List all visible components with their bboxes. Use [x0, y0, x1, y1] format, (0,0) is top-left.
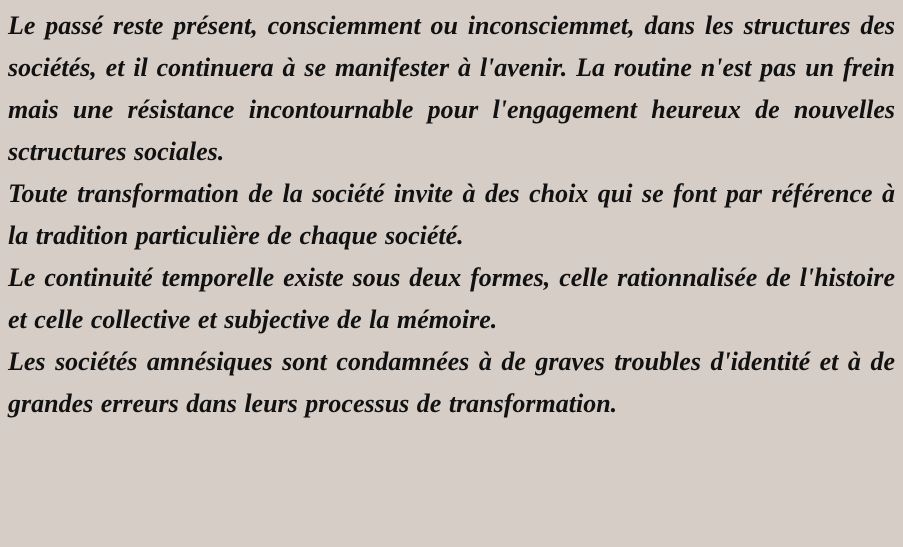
paragraph-3: Le continuité temporelle existe sous deux formes, celle rationnalisée de l'histoire et celle collective et subjective de la mémoire. [8, 263, 895, 334]
paragraph-2: Toute transformation de la société invite à des choix qui se font par référence à la tradition particulière de chaque société. [8, 179, 895, 250]
paragraph-1: Le passé reste présent, consciemment ou inconsciemmet, dans les structures des sociétés, et il continuera à se manifester à l'avenir. La routine n'est pas un frein mais une résistance incontournable pour l'engagement heureux de nouvelles sctructures sociales. [8, 11, 895, 166]
paragraph-4: Les sociétés amnésiques sont condamnées à de graves troubles d'identité et à de grandes erreurs dans leurs processus de transformation. [8, 347, 895, 418]
